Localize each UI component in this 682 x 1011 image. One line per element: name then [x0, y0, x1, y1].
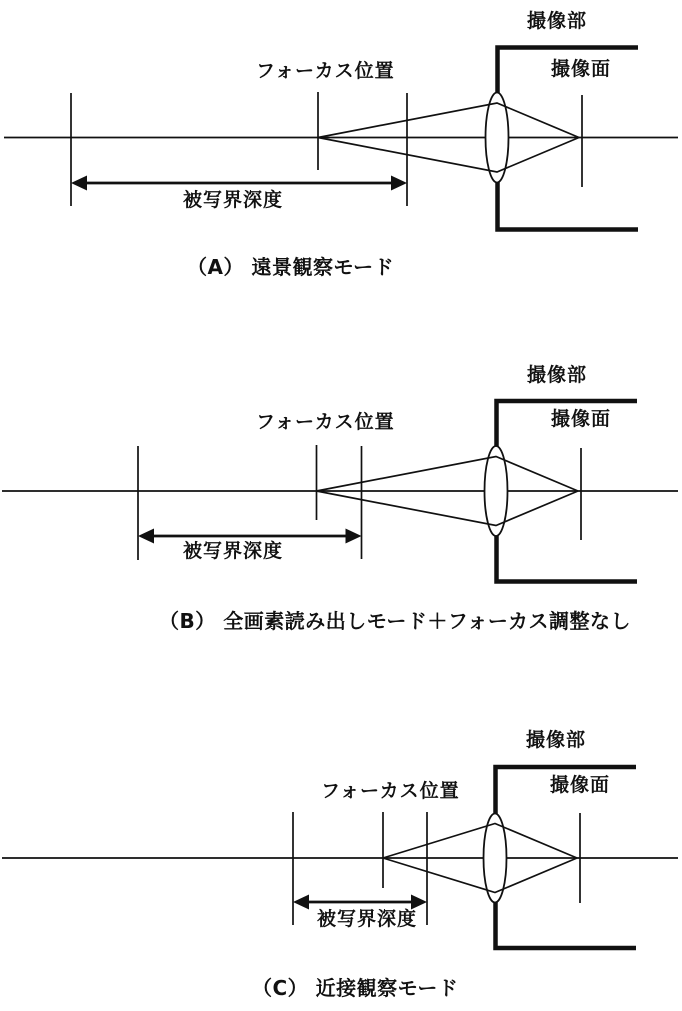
- dof-arrowhead-right-b: [346, 529, 362, 544]
- imaging-unit-label-b: 撮像部: [527, 364, 588, 386]
- depth-of-field-label-a: 被写界深度: [183, 189, 284, 211]
- dof-arrowhead-right-a: [391, 176, 407, 191]
- focus-position-label-b: フォーカス位置: [256, 411, 395, 433]
- dof-arrowhead-left-b: [138, 529, 154, 544]
- light-ray-upper-b: [317, 457, 579, 492]
- imaging-unit-label-a: 撮像部: [527, 10, 588, 32]
- camera-body-bottom-c: [496, 901, 637, 948]
- focus-position-label-c: フォーカス位置: [321, 780, 460, 802]
- depth-of-field-label-c: 被写界深度: [317, 908, 418, 930]
- imaging-unit-label-c: 撮像部: [526, 729, 587, 751]
- light-ray-lower-c: [383, 858, 577, 893]
- caption-a: （A） 遠景観察モード: [187, 255, 395, 279]
- depth-of-field-label-b: 被写界深度: [183, 540, 284, 562]
- focus-position-label-a: フォーカス位置: [256, 60, 395, 82]
- dof-arrowhead-left-a: [71, 176, 87, 191]
- camera-body-bottom-a: [498, 181, 639, 230]
- caption-b: （B） 全画素読み出しモード＋フォーカス調整なし: [159, 609, 632, 633]
- imaging-plane-label-b: 撮像面: [551, 408, 612, 430]
- light-ray-upper-c: [383, 824, 577, 859]
- dof-arrowhead-left-c: [293, 895, 309, 910]
- imaging-plane-label-c: 撮像面: [550, 774, 611, 796]
- camera-body-bottom-b: [497, 534, 638, 582]
- imaging-plane-label-a: 撮像面: [551, 58, 612, 80]
- light-ray-upper-a: [318, 103, 579, 138]
- light-ray-lower-b: [317, 491, 579, 526]
- light-ray-lower-a: [318, 138, 579, 173]
- caption-c: （C） 近接観察モード: [252, 976, 459, 1000]
